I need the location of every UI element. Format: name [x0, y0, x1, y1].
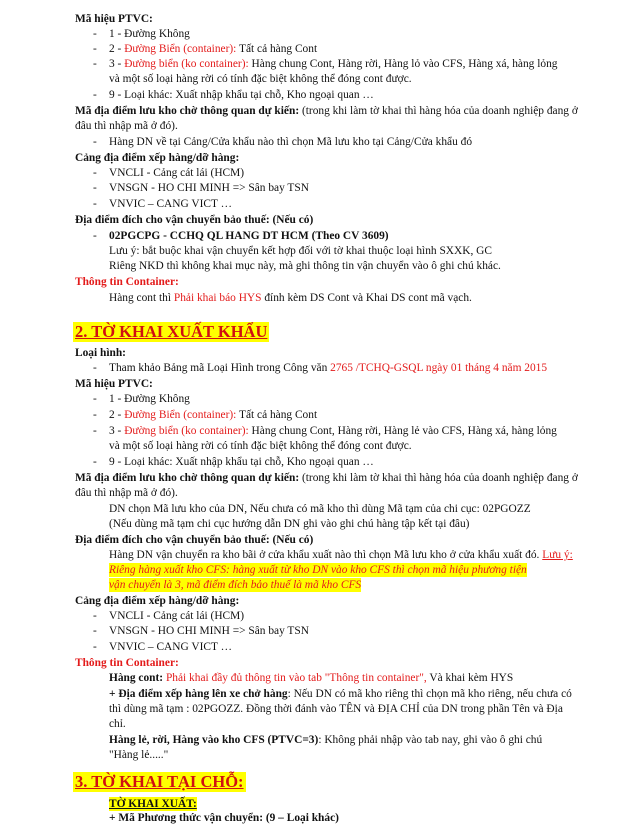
kho-item: Hàng DN về tại Cảng/Cửa khẩu nào thì chọn Mã lưu kho tại Cảng/Cửa khẩu đó — [109, 136, 473, 148]
kho2-desc-cont: đâu thì nhập mã ở đó). — [75, 487, 178, 499]
dich2-title: Địa điểm đích cho vận chuyển bảo thuế: (Nếu có) — [75, 534, 314, 546]
cang-item-3: VNVIC – CANG VICT … — [109, 198, 232, 210]
cang2-item-2: VNSGN - HO CHI MINH => Sân bay TSN — [109, 625, 309, 637]
dich-note-2: Riêng NKD thì không khai mục này, mà ghi thông tin vận chuyển vào ô ghi chú khác. — [109, 260, 501, 272]
bullet-dash: - — [93, 456, 97, 468]
ptvc-item-1: 1 - Đường Không — [109, 28, 190, 40]
ptvc2-item-2: 2 - Đường Biển (container): Tất cả hàng Cont — [109, 409, 318, 421]
ptvc2-item-1: 1 - Đường Không — [109, 393, 190, 405]
dia-diem-line-2: thì dùng mã tạm : 02PGOZZ. Đồng thời đánh vào TÊN và ĐỊA CHỈ của DN trong phần Tên và Địa — [109, 703, 563, 715]
ptvc2-item-9: 9 - Loại khác: Xuất nhập khẩu tại chỗ, Kho ngoại quan … — [109, 456, 374, 468]
dich2-highlight-2: vận chuyển là 3, mã điểm đích bảo thuế là mã kho CFS — [109, 579, 362, 591]
bullet-dash: - — [93, 43, 97, 55]
ptvc-loai-khac: + Mã Phương thức vận chuyển: (9 – Loại khác) — [109, 812, 339, 824]
cang-title: Cảng địa điểm xếp hàng/dỡ hàng: — [75, 152, 240, 164]
container-title: Thông tin Container: — [75, 276, 179, 288]
kho2-heading: Mã địa điểm lưu kho chờ thông quan dự kiến: (trong khi làm tờ khai thì hàng hóa của doanh nghiệp đang ở — [75, 472, 578, 484]
loai-hinh-title: Loại hình: — [75, 347, 126, 359]
bullet-dash: - — [93, 182, 97, 194]
bullet-dash: - — [93, 610, 97, 622]
dich-note-1: Lưu ý: bắt buộc khai vận chuyển kết hợp đối với tờ khai thuộc loại hình SXXK, GC — [109, 245, 492, 257]
hang-le-line-2: "Hàng lẻ....." — [109, 749, 169, 761]
loai-hinh-item: Tham khảo Bảng mã Loại Hình trong Công văn 2765 /TCHQ-GSQL ngày 01 tháng 4 năm 2015 — [109, 362, 548, 374]
dia-diem-line-3: chỉ. — [109, 718, 126, 730]
dich-code: 02PGCPG - CCHQ QL HANG DT HCM (Theo CV 3609) — [109, 230, 389, 242]
cang2-item-3: VNVIC – CANG VICT … — [109, 641, 232, 653]
kho-heading: Mã địa điểm lưu kho chờ thông quan dự kiến: (trong khi làm tờ khai thì hàng hóa của doanh nghiệp đang ở — [75, 105, 578, 117]
bullet-dash: - — [93, 89, 97, 101]
cang-item-1: VNCLI - Cảng cát lái (HCM) — [109, 167, 245, 179]
cang2-item-1: VNCLI - Cảng cát lái (HCM) — [109, 610, 245, 622]
ptvc-title: Mã hiệu PTVC: — [75, 13, 153, 25]
ptvc-title-2: Mã hiệu PTVC: — [75, 378, 153, 390]
dich-title: Địa điểm đích cho vận chuyển bảo thuế: (Nếu có) — [75, 214, 314, 226]
bullet-dash: - — [93, 167, 97, 179]
section-3-heading: 3. TỜ KHAI TẠI CHỖ: — [75, 772, 244, 791]
bullet-dash: - — [93, 136, 97, 148]
container-desc: Hàng cont thì Phải khai báo HYS đính kèm DS Cont và Khai DS cont mã vạch. — [109, 292, 472, 304]
bullet-dash: - — [93, 409, 97, 421]
cang-item-2: VNSGN - HO CHI MINH => Sân bay TSN — [109, 182, 309, 194]
cang2-title: Cảng địa điểm xếp hàng/dỡ hàng: — [75, 595, 240, 607]
section-2-heading: 2. TỜ KHAI XUẤT KHẨU — [75, 322, 268, 341]
ptvc-item-9: 9 - Loại khác: Xuất nhập khẩu tại chỗ, Kho ngoại quan … — [109, 89, 374, 101]
bullet-dash: - — [93, 362, 97, 374]
ptvc2-item-3-cont: và một số loại hàng rời có tính đặc biệt không thể đóng cont được. — [109, 440, 412, 452]
dich2-highlight-1: Riêng hàng xuất kho CFS: hàng xuất từ kho DN vào kho CFS thì chọn mã hiệu phương tiện — [109, 564, 527, 576]
ptvc-item-3: 3 - Đường biển (ko container): Hàng chung Cont, Hàng rời, Hàng lỏ vào CFS, Hàng xá, hàng lỏng — [109, 58, 558, 70]
to-khai-xuat-title: TỜ KHAI XUẤT: — [109, 798, 197, 810]
bullet-dash: - — [93, 198, 97, 210]
kho-desc-cont: đâu thì nhập mã ở đó). — [75, 120, 178, 132]
dich2-line-1: Hàng DN vận chuyển ra kho bãi ở cửa khẩu xuất nào thì chọn Mã lưu kho ở cửa khẩu xuất đó. Lưu ý: — [109, 549, 573, 561]
bullet-dash: - — [93, 425, 97, 437]
bullet-dash: - — [93, 641, 97, 653]
hang-le-line-1: Hàng lẻ, rời, Hàng vào kho CFS (PTVC=3): Không phải nhập vào tab nay, ghi vào ô ghi chú — [109, 734, 543, 746]
bullet-dash: - — [93, 393, 97, 405]
bullet-dash: - — [93, 58, 97, 70]
hang-cont-line: Hàng cont: Phải khai đầy đủ thông tin vào tab "Thông tin container", Và khai kèm HYS — [109, 672, 514, 684]
bullet-dash: - — [93, 625, 97, 637]
container2-title: Thông tin Container: — [75, 657, 179, 669]
kho2-line-2: (Nếu dùng mã tạm chi cục hướng dẫn DN ghi vào ghi chú hàng tập kết tại đâu) — [109, 518, 470, 530]
bullet-dash: - — [93, 28, 97, 40]
ptvc-item-2: 2 - Đường Biển (container): Tất cả hàng Cont — [109, 43, 318, 55]
kho2-line-1: DN chọn Mã lưu kho của DN, Nếu chưa có mã kho thì dùng Mã tạm của chi cục: 02PGOZZ — [109, 503, 531, 515]
ptvc-item-3-cont: và một số loại hàng rời có tính đặc biệt không thể đóng cont được. — [109, 73, 412, 85]
bullet-dash: - — [93, 230, 97, 242]
dia-diem-line-1: + Địa điểm xếp hàng lên xe chở hàng: Nếu DN có mã kho riêng thì chọn mã kho riêng, nếu chưa có — [109, 688, 572, 700]
ptvc2-item-3: 3 - Đường biển (ko container): Hàng chung Cont, Hàng rời, Hàng lẻ vào CFS, Hàng xá, hàng lỏng — [109, 425, 557, 437]
